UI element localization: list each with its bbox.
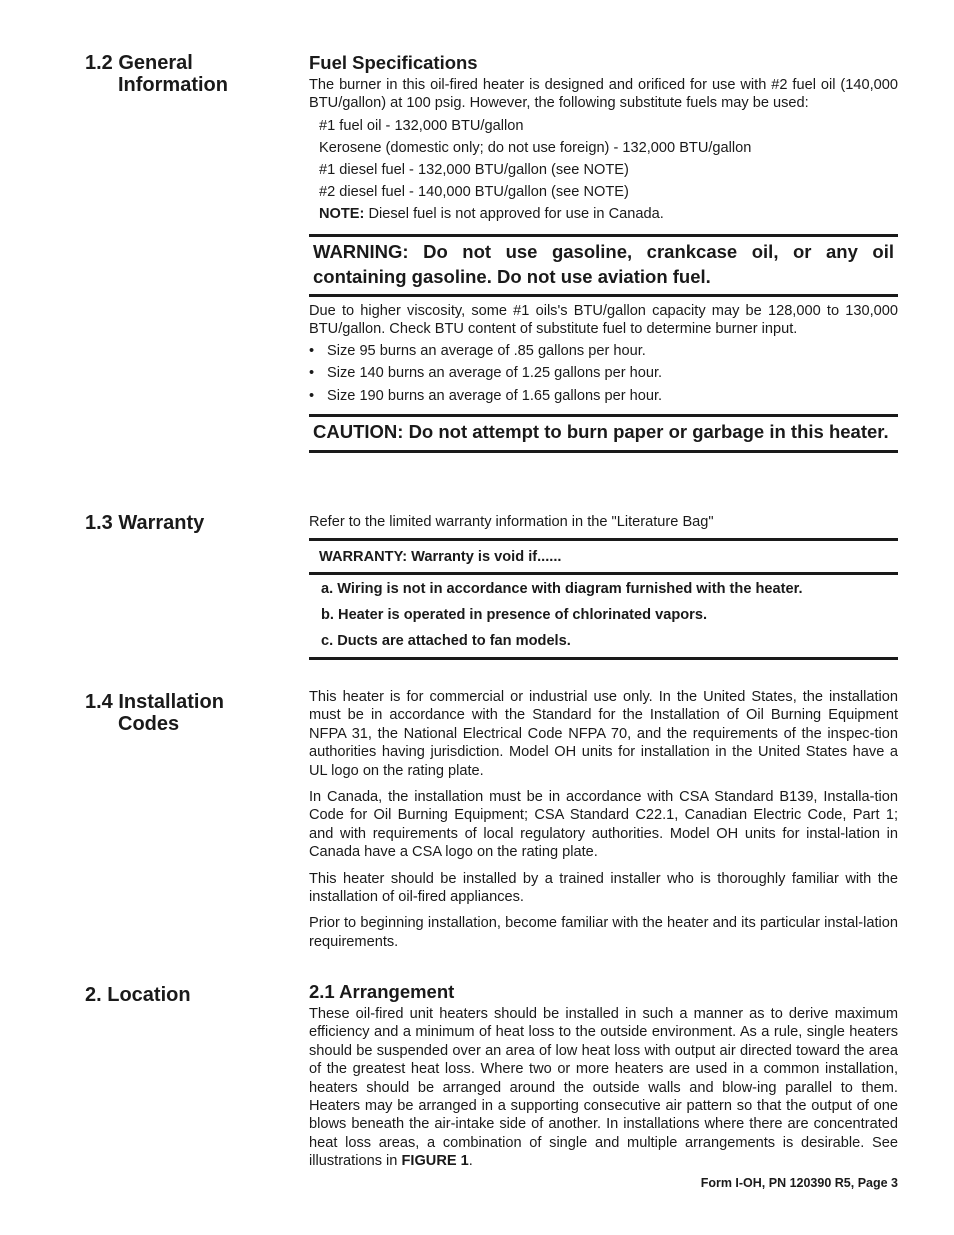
installation-paragraph: Prior to beginning installation, become familiar with the heater and its particular instal-lation requirements. [309,915,898,950]
list-item [309,364,898,383]
bullet-icon: • [309,387,315,404]
list-item [309,342,898,361]
warranty-conditions-list [309,572,898,660]
fuel-specifications-section [309,52,898,227]
heading-line-1: 1.4 Installation [85,691,224,713]
arrangement-heading: 2.1 Arrangement [309,981,455,1002]
fuel-item: Kerosene (domestic only; do not use foreign) - 132,000 BTU/gallon [319,139,752,156]
fuel-item: #1 diesel fuel - 132,000 BTU/gallon (see NOTE) [319,161,629,178]
bullet-icon: • [309,365,315,382]
heading-line-1: 1.3 Warranty [85,512,205,534]
note-label: NOTE: [319,205,365,222]
fuel-specifications-heading: Fuel Specifications [309,52,478,73]
arrangement-end: . [468,1153,473,1170]
caution-box [309,414,898,453]
list-item-text: Size 140 burns an average of 1.25 gallons per hour. [327,365,663,382]
substitute-fuel-list [319,117,898,224]
caution-text: CAUTION: Do not attempt to burn paper or garbage in this heater. [313,421,889,442]
page-footer: Form I-OH, PN 120390 R5, Page 3 [700,1176,898,1190]
arrangement-section [309,981,898,1179]
burn-rate-list [309,342,898,406]
section-heading-general-information [85,52,285,96]
warranty-intro [309,513,898,539]
installation-paragraph: This heater is for commercial or industrial use only. In the United States, the installation must be in accordance with the Standard for the Installation of Oil Burning Equipment NFPA 31, the National Electrical Code NFPA 70, and the requirements of the inspec-tion authorities having jurisdiction. Model OH units for installation in the United States have a UL logo on the rating plate. [309,689,898,779]
arrangement-paragraph [309,1005,898,1171]
list-item [309,387,898,406]
installation-codes-section [309,688,898,959]
figure-reference: FIGURE 1 [401,1153,469,1170]
list-item-text: Size 190 burns an average of 1.65 gallons per hour. [327,387,663,404]
viscosity-section [309,302,898,409]
section-heading-location [85,984,285,1006]
warranty-box-heading: WARRANTY: Warranty is void if...... [309,538,898,572]
fuel-item: #2 diesel fuel - 140,000 BTU/gallon (see NOTE) [319,183,629,200]
installation-paragraph: This heater should be installed by a trained installer who is thoroughly familiar with the installation of oil-fired appliances. [309,870,898,906]
arrangement-body: These oil-fired unit heaters should be installed in such a manner as to derive maximum efficiency and a minimum of heat loss to the outside environment. As a rule, single heaters should be suspended over an area of low heat loss with output air directed toward the area of the greatest heat loss. Where two or more heaters are used in a common installation, heaters should be arranged around the outside walls and blow-ing parallel to them. Heaters may be arranged in a supporting consecutive air pattern so that the output of one blows beneath the air-intake side of another. In installations where there are concentrated heat loss areas, a combination of single and multiple arrangements is desirable. See illustrations in [309,1006,898,1170]
warranty-intro-text: Refer to the limited warranty information in the "Literature Bag" [309,514,714,530]
section-heading-warranty [85,512,285,534]
warning-box [309,234,898,297]
warning-text: WARNING: Do not use gasoline, crankcase oil, or any oil containing gasoline. Do not use aviation fuel. [313,241,894,287]
viscosity-paragraph: Due to higher viscosity, some #1 oils's BTU/gallon capacity may be 128,000 to 130,000 BTU/gallon. Check BTU content of substitute fuel to determine burner input. [309,303,898,338]
heading-line-1: 1.2 General [85,52,193,74]
warranty-condition: a. Wiring is not in accordance with diagram furnished with the heater. [321,581,803,597]
fuel-item: #1 fuel oil - 132,000 BTU/gallon [319,117,524,134]
warranty-condition: c. Ducts are attached to fan models. [321,633,571,649]
list-item-text: Size 95 burns an average of .85 gallons per hour. [327,342,646,359]
bullet-icon: • [309,342,315,359]
heading-line-2: Codes [118,713,180,735]
warranty-box [309,538,898,660]
warranty-condition: b. Heater is operated in presence of chlorinated vapors. [321,607,708,623]
heading-line-1: 2. Location [85,984,191,1006]
fuel-intro-paragraph: The burner in this oil-fired heater is designed and orificed for use with #2 fuel oil (140,000 BTU/gallon) at 100 psig. However, the following substitute fuels may be used: [309,77,898,112]
heading-line-2: Information [118,74,228,96]
section-heading-installation-codes [85,691,285,735]
installation-paragraph: In Canada, the installation must be in accordance with CSA Standard B139, Installa-tion Code for Oil Burning Equipment; CSA Standard C22.1, Canadian Electric Code, Part 1; and with requirements of local regulatory authorities. Model OH units for instal-lation in Canada have a CSA logo on the rating plate. [309,789,898,861]
note-text: Diesel fuel is not approved for use in Canada. [364,205,664,222]
fuel-note [319,205,898,224]
